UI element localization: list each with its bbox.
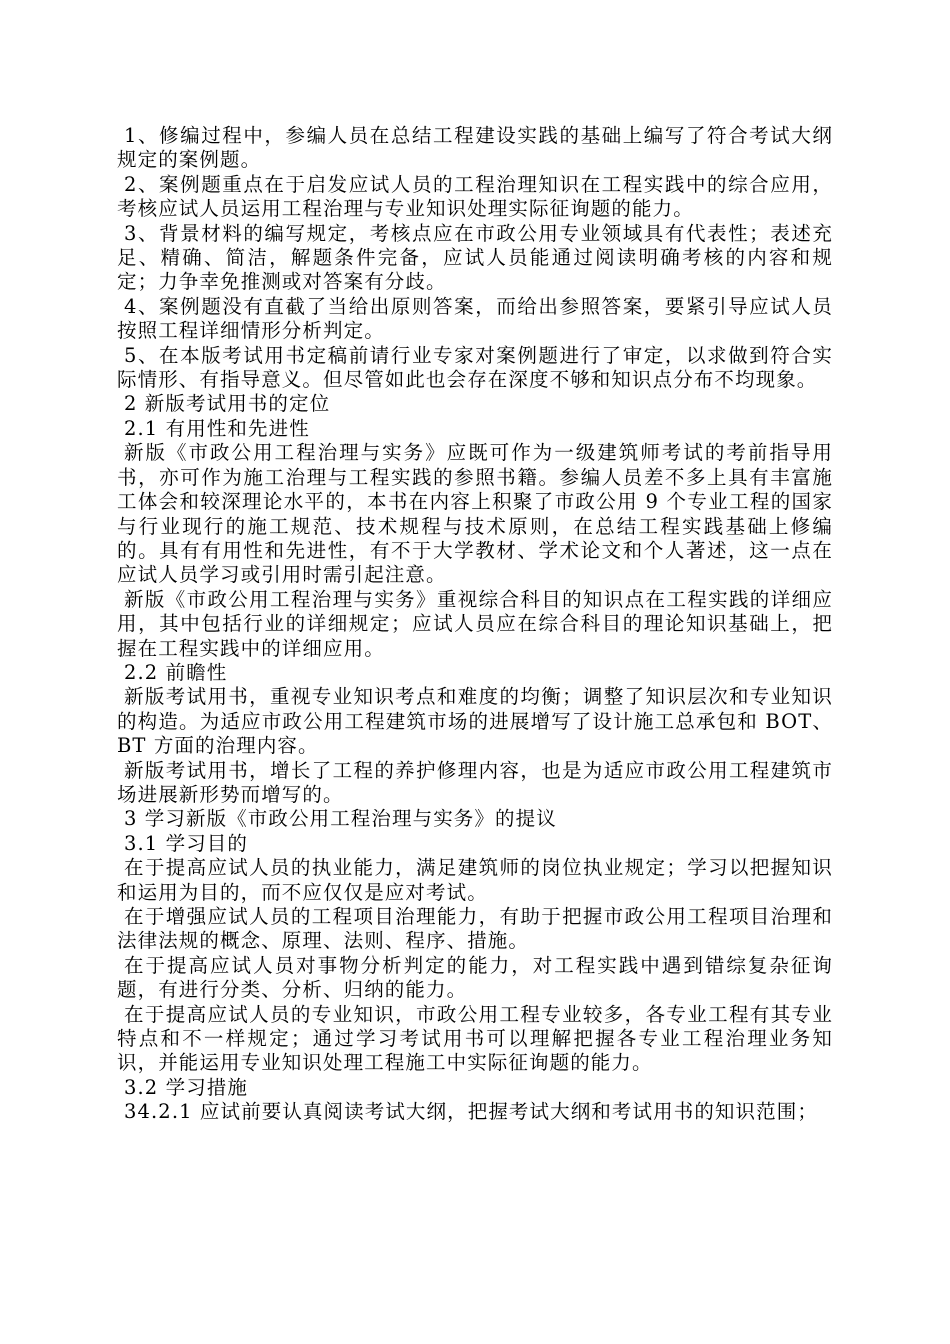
paragraph-2-2-b: 新版考试用书，增长了工程的养护修理内容，也是为适应市政公用工程建筑市场进展新形势而增写的。 — [117, 758, 833, 806]
subsection-heading-2-2: 2.2 前瞻性 — [124, 660, 228, 684]
subsection-heading-2-1: 2.1 有用性和先进性 — [124, 416, 310, 440]
paragraph-item-5: 5、在本版考试用书定稿前请行业专家对案例题进行了审定，以求做到符合实际情形、有指导意义。但尽管如此也会存在深度不够和知识点分布不均现象。 — [117, 343, 833, 392]
paragraph-3-1-c: 在于提高应试人员对事物分析判定的能力，对工程实践中遇到错综复杂征询题，有进行分类、分析、归纳的能力。 — [117, 953, 833, 1002]
paragraph-item-3: 3、背景材料的编写规定，考核点应在市政公用专业领域具有代表性；表述充足、精确、简洁，解题条件完备，应试人员能通过阅读明确考核的内容和规定；力争幸免推测或对答案有分歧。 — [117, 221, 833, 294]
paragraph-3-1-b: 在于增强应试人员的工程项目治理能力，有助于把握市政公用工程项目治理和法律法规的概念、原理、法则、程序、措施。 — [117, 905, 833, 953]
paragraph-2-2-a: 新版考试用书，重视专业知识考点和难度的均衡；调整了知识层次和专业知识的构造。为适应市政公用工程建筑市场的进展增写了设计施工总承包和 BOT、BT 方面的治理内容。 — [117, 685, 833, 758]
paragraph-3-1-d: 在于提高应试人员的专业知识，市政公用工程专业较多，各专业工程有其专业特点和不一样规定；通过学习考试用书可以理解把握各专业工程治理业务知识，并能运用专业知识处理工程施工中实际征询题的能力。 — [117, 1002, 833, 1075]
document-body — [117, 124, 833, 1125]
paragraph-3-2-1: 34.2.1 应试前要认真阅读考试大纲，把握考试大纲和考试用书的知识范围； — [124, 1100, 818, 1124]
paragraph-2-1-b: 新版《市政公用工程治理与实务》重视综合科目的知识点在工程实践的详细应用，其中包括行业的详细规定；应试人员应在综合科目的理论知识基础上，把握在工程实践中的详细应用。 — [117, 587, 833, 660]
paragraph-item-2: 2、案例题重点在于启发应试人员的工程治理知识在工程实践中的综合应用，考核应试人员运用工程治理与专业知识处理实际征询题的能力。 — [117, 172, 833, 221]
paragraph-item-1: 1、修编过程中，参编人员在总结工程建设实践的基础上编写了符合考试大纲规定的案例题。 — [117, 124, 833, 172]
paragraph-3-1-a: 在于提高应试人员的执业能力，满足建筑师的岗位执业规定；学习以把握知识和运用为目的，而不应仅仅是应对考试。 — [117, 856, 833, 904]
section-heading-3: 3 学习新版《市政公用工程治理与实务》的提议 — [124, 807, 557, 831]
section-heading-2: 2 新版考试用书的定位 — [124, 392, 331, 416]
subsection-heading-3-1: 3.1 学习目的 — [124, 831, 249, 855]
paragraph-item-4: 4、案例题没有直截了当给出原则答案，而给出参照答案，要紧引导应试人员按照工程详细情形分析判定。 — [117, 294, 833, 343]
subsection-heading-3-2: 3.2 学习措施 — [124, 1075, 249, 1099]
paragraph-2-1-a: 新版《市政公用工程治理与实务》应既可作为一级建筑师考试的考前指导用书，亦可作为施工治理与工程实践的参照书籍。参编人员差不多上具有丰富施工体会和较深理论水平的，本书在内容上积聚了市政公用 9 个专业工程的国家与行业现行的施工规范、技术规程与技术原则，在总结工程实践基础上修编的。具有有用性和先进性，有不于大学教材、学术论文和个人著述，这一点在应试人员学习或引用时需引起注意。 — [117, 441, 833, 587]
